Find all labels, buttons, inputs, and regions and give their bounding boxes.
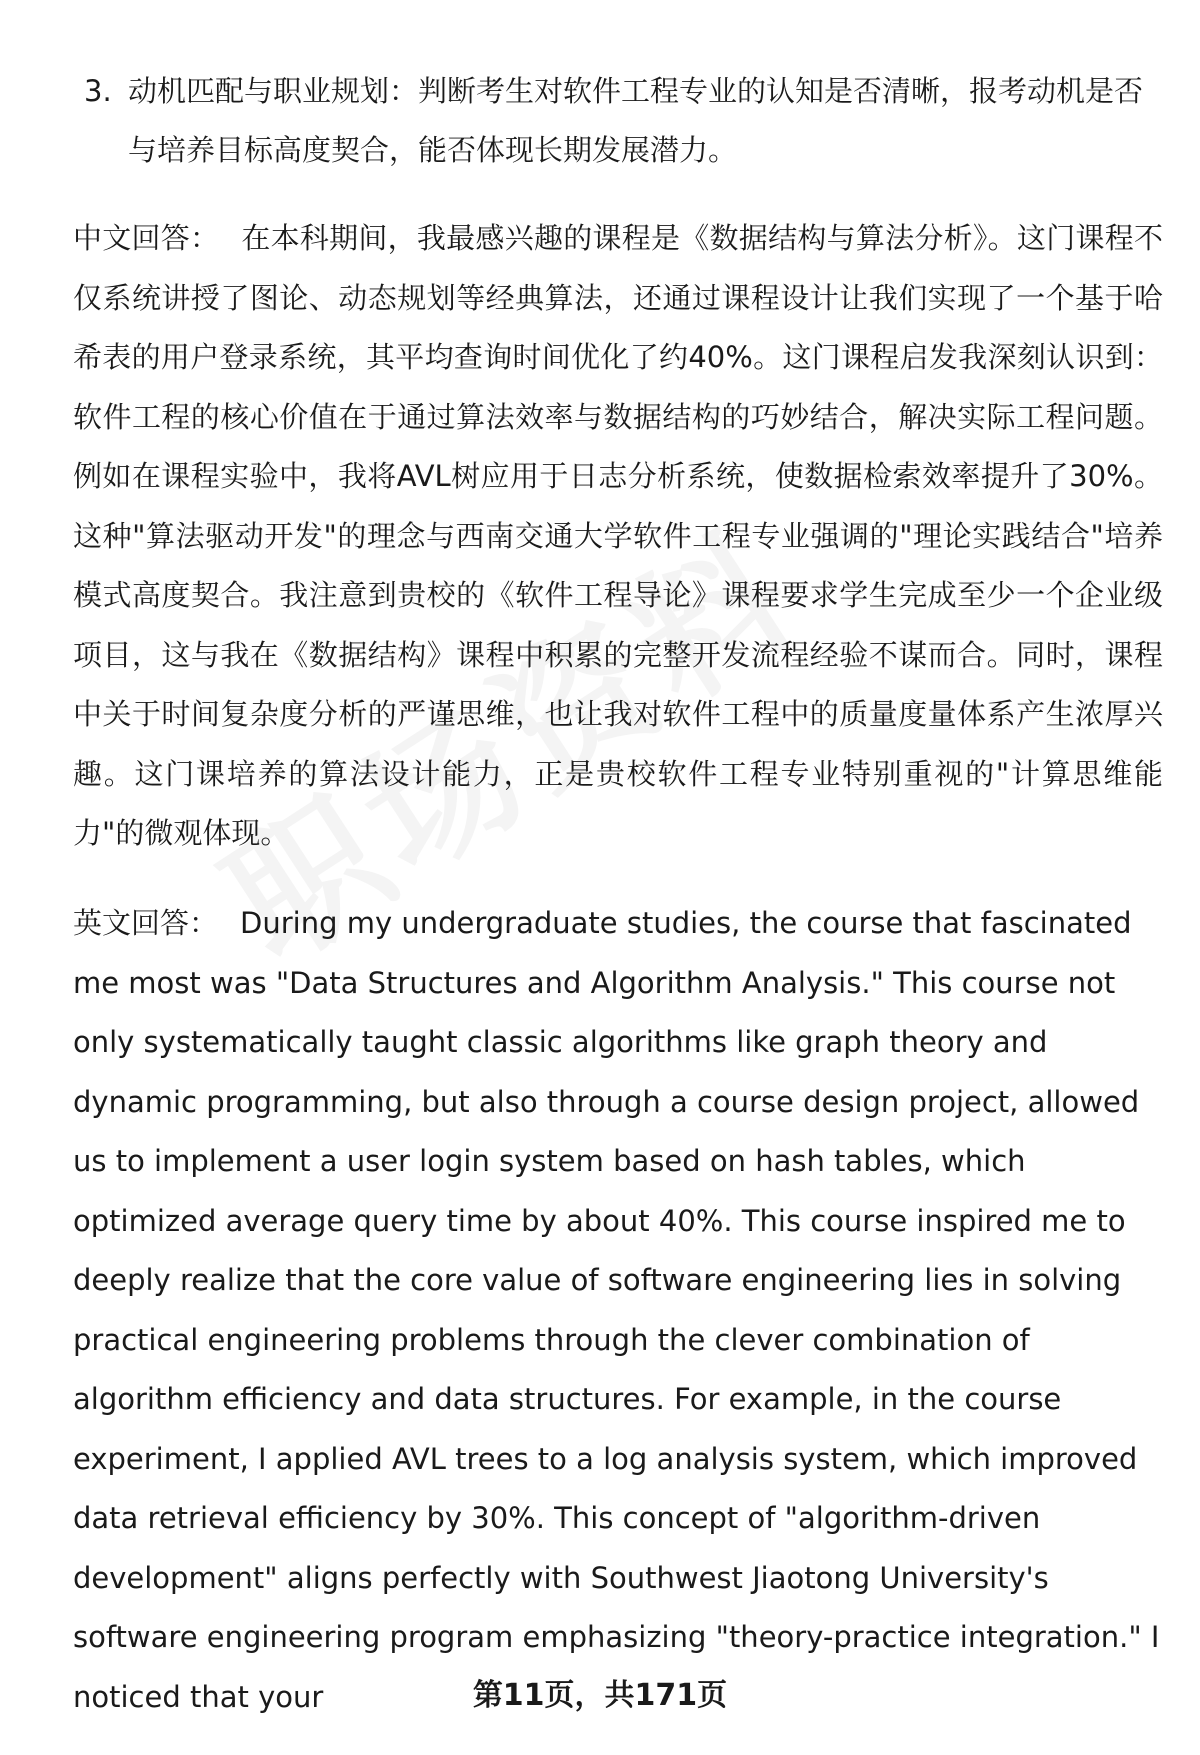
english-answer-label: 英文回答： (73, 906, 219, 940)
chinese-answer-paragraph (73, 209, 1163, 864)
list-item-3 (84, 62, 1164, 180)
english-answer-paragraph (73, 894, 1163, 1727)
english-answer-text: During my undergraduate studies, the course that fascinated me most was "Data Structures and Algorithm Analysis." This course not only systematically taught classic algorithms like graph theory and dynamic programming, but also through a course design project, allowed us to implement a user login system based on hash tables, which optimized average query time by about 40%. This course inspired me to deeply realize that the core value of software engineering lies in solving practical engineering problems through the clever combination of algorithm efficiency and data structures. For example, in the course experiment, I applied AVL trees to a log analysis system, which improved data retrieval efficiency by 30%. This concept of "algorithm-driven development" aligns perfectly with Southwest Jiaotong University's software engineering program emphasizing "theory-practice integration." I noticed that your (73, 906, 1160, 1714)
page-number-footer: 第11页，共171页 (472, 1678, 728, 1713)
chinese-answer-label: 中文回答： (73, 221, 220, 255)
chinese-answer-text: 在本科期间，我最感兴趣的课程是《数据结构与算法分析》。这门课程不仅系统讲授了图论、动态规划等经典算法，还通过课程设计让我们实现了一个基于哈希表的用户登录系统，其平均查询时间优化了约40%。这门课程启发我深刻认识到：软件工程的核心价值在于通过算法效率与数据结构的巧妙结合，解决实际工程问题。例如在课程实验中，我将AVL树应用于日志分析系统，使数据检索效率提升了30%。这种"算法驱动开发"的理念与西南交通大学软件工程专业强调的"理论实践结合"培养模式高度契合。我注意到贵校的《软件工程导论》课程要求学生完成至少一个企业级项目，这与我在《数据结构》课程中积累的完整开发流程经验不谋而合。同时，课程中关于时间复杂度分析的严谨思维，也让我对软件工程中的质量度量体系产生浓厚兴趣。这门课培养的算法设计能力，正是贵校软件工程专业特别重视的"计算思维能力"的微观体现。 (73, 221, 1163, 850)
list-item-text: 动机匹配与职业规划：判断考生对软件工程专业的认知是否清晰，报考动机是否与培养目标高度契合，能否体现长期发展潜力。 (128, 74, 1144, 167)
list-number: 3. (84, 74, 112, 108)
